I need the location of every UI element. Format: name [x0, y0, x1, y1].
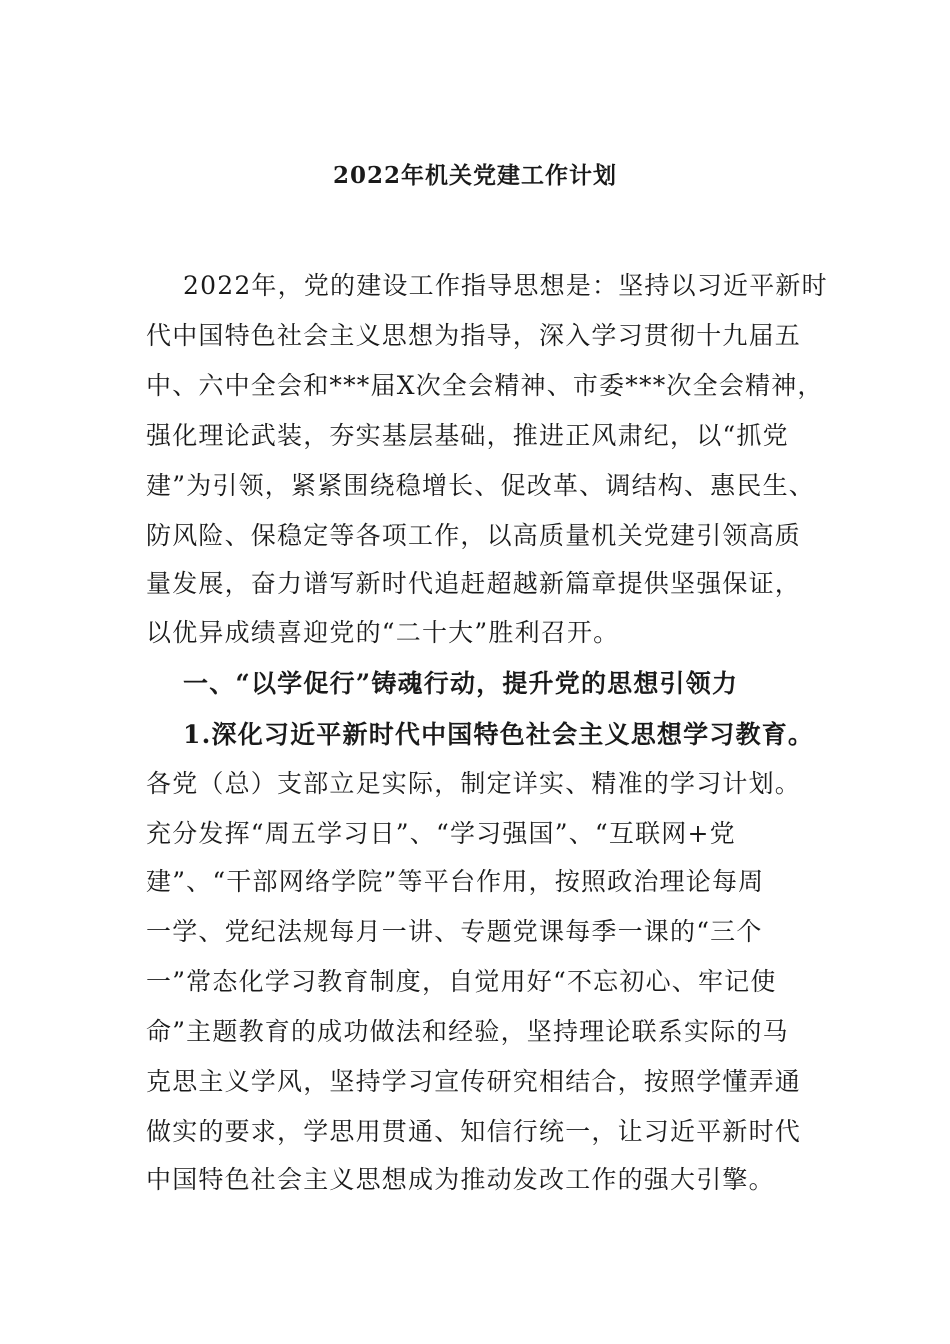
- item-body-line: 一学、党纪法规每月一讲、专题党课每季一课的“三个: [146, 917, 763, 946]
- intro-line: 中、六中全会和***届X次全会精神、市委***次全会精神，: [146, 371, 824, 400]
- intro-line: 代中国特色社会主义思想为指导，深入学习贯彻十九届五: [146, 321, 802, 350]
- section-heading: 一、“以学促行”铸魂行动，提升党的思想引领力: [183, 669, 739, 698]
- item-body-line: 克思主义学风，坚持学习宣传研究相结合，按照学懂弄通: [146, 1067, 802, 1096]
- item-body-line: 充分发挥“周五学习日”、“学习强国”、“互联网+党: [146, 819, 736, 848]
- intro-line: 量发展，奋力谱写新时代追赶超越新篇章提供坚强保证，: [146, 569, 802, 598]
- item-body-line: 做实的要求，学思用贯通、知信行统一，让习近平新时代: [146, 1117, 802, 1146]
- item-body-line: 中国特色社会主义思想成为推动发改工作的强大引擎。: [146, 1165, 775, 1194]
- item-body-line: 建”、“干部网络学院”等平台作用，按照政治理论每周: [146, 867, 765, 896]
- document-title: 2022年机关党建工作计划: [332, 162, 617, 189]
- item-body-line: 命”主题教育的成功做法和经验，坚持理论联系实际的马: [146, 1017, 789, 1046]
- intro-line: 防风险、保稳定等各项工作，以高质量机关党建引领高质: [146, 521, 802, 550]
- intro-line: 以优异成绩喜迎党的“二十大”胜利召开。: [146, 618, 620, 647]
- intro-line: 强化理论武装，夯实基层基础，推进正风肃纪，以“抓党: [146, 421, 789, 450]
- item-body-line: 一”常态化学习教育制度，自觉用好“不忘初心、牢记使: [146, 967, 777, 996]
- intro-line: 建”为引领，紧紧围绕稳增长、促改革、调结构、惠民生、: [146, 471, 815, 500]
- item-heading: 1.深化习近平新时代中国特色社会主义思想学习教育。: [183, 720, 815, 749]
- intro-line: 2022年，党的建设工作指导思想是：坚持以习近平新时: [183, 271, 828, 300]
- item-body-line: 各党（总）支部立足实际，制定详实、精准的学习计划。: [146, 769, 802, 798]
